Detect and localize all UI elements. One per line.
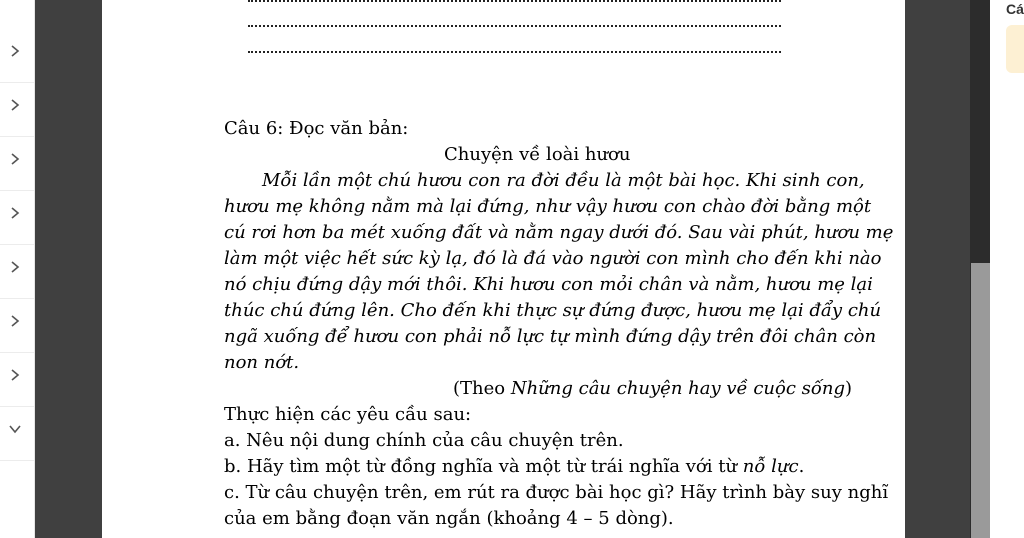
outline-item-6[interactable] [0,300,34,353]
story-line: thúc chú đứng lên. Cho đến khi thực sự đứng được, hươu mẹ lại đẩy chú [224,300,882,321]
story-line: ngã xuống để hươu con phải nỗ lực tự mình đứng dậy trên đôi chân còn [224,326,877,347]
right-side-panel [990,0,1024,538]
outline-item-2[interactable] [0,84,34,137]
story-line: cú rơi hơn ba mét xuống đất và nằm ngay dưới đó. Sau vài phút, hươu mẹ [224,222,894,243]
source-book-title: Những câu chuyện hay về cuộc sống [510,378,846,399]
answer-dotted-line [248,51,781,53]
task-c-line1: c. Từ câu chuyện trên, em rút ra được bài học gì? Hãy trình bày suy nghĩ [224,482,889,503]
task-b-end: . [798,456,805,477]
scrollbar-thumb[interactable] [971,263,990,538]
outline-item-1[interactable] [0,30,34,83]
task-c-line2: của em bằng đoạn văn ngắn (khoảng 4 – 5 dòng). [224,508,674,529]
task-heading: Thực hiện các yêu cầu sau: [224,404,472,425]
answer-dotted-line [248,0,781,2]
question-heading: Câu 6: Đọc văn bản: [224,118,409,139]
chevron-right-icon [8,260,22,274]
left-outline-rail [0,0,35,538]
outline-item-8-expanded[interactable] [0,408,34,461]
chevron-right-icon [8,98,22,112]
task-a: a. Nêu nội dung chính của câu chuyện trên. [224,430,624,451]
chevron-down-icon [8,422,22,436]
outline-item-5[interactable] [0,246,34,299]
story-line: hươu mẹ không nằm mà lại đứng, như vậy hươu con chào đời bằng một [224,196,872,217]
story-line: non nớt. [224,352,300,373]
chevron-right-icon [8,44,22,58]
task-b-text: b. Hãy tìm một từ đồng nghĩa và một từ trái nghĩa với từ [224,456,743,477]
source-prefix: (Theo [453,378,511,399]
chevron-right-icon [8,152,22,166]
task-b [224,454,804,480]
right-panel-card[interactable] [1006,25,1024,73]
story-source [453,376,852,402]
answer-dotted-line [248,25,781,27]
story-line: nó chịu đứng dậy mới thôi. Khi hươu con mỏi chân và nằm, hươu mẹ lại [224,274,873,295]
chevron-right-icon [8,368,22,382]
chevron-right-icon [8,314,22,328]
right-panel-label: Cá [1006,1,1024,17]
story-line: Mỗi lần một chú hươu con ra đời đều là một bài học. Khi sinh con, [262,170,865,191]
story-line: làm một việc hết sức kỳ lạ, đó là đá vào người con mình cho đến khi nào [224,248,882,269]
task-b-keyword: nỗ lực [742,456,799,477]
outline-item-3[interactable] [0,138,34,191]
chevron-right-icon [8,206,22,220]
outline-item-7[interactable] [0,354,34,407]
source-suffix: ) [845,378,853,399]
outline-item-4[interactable] [0,192,34,245]
story-title: Chuyện về loài hươu [444,144,631,165]
